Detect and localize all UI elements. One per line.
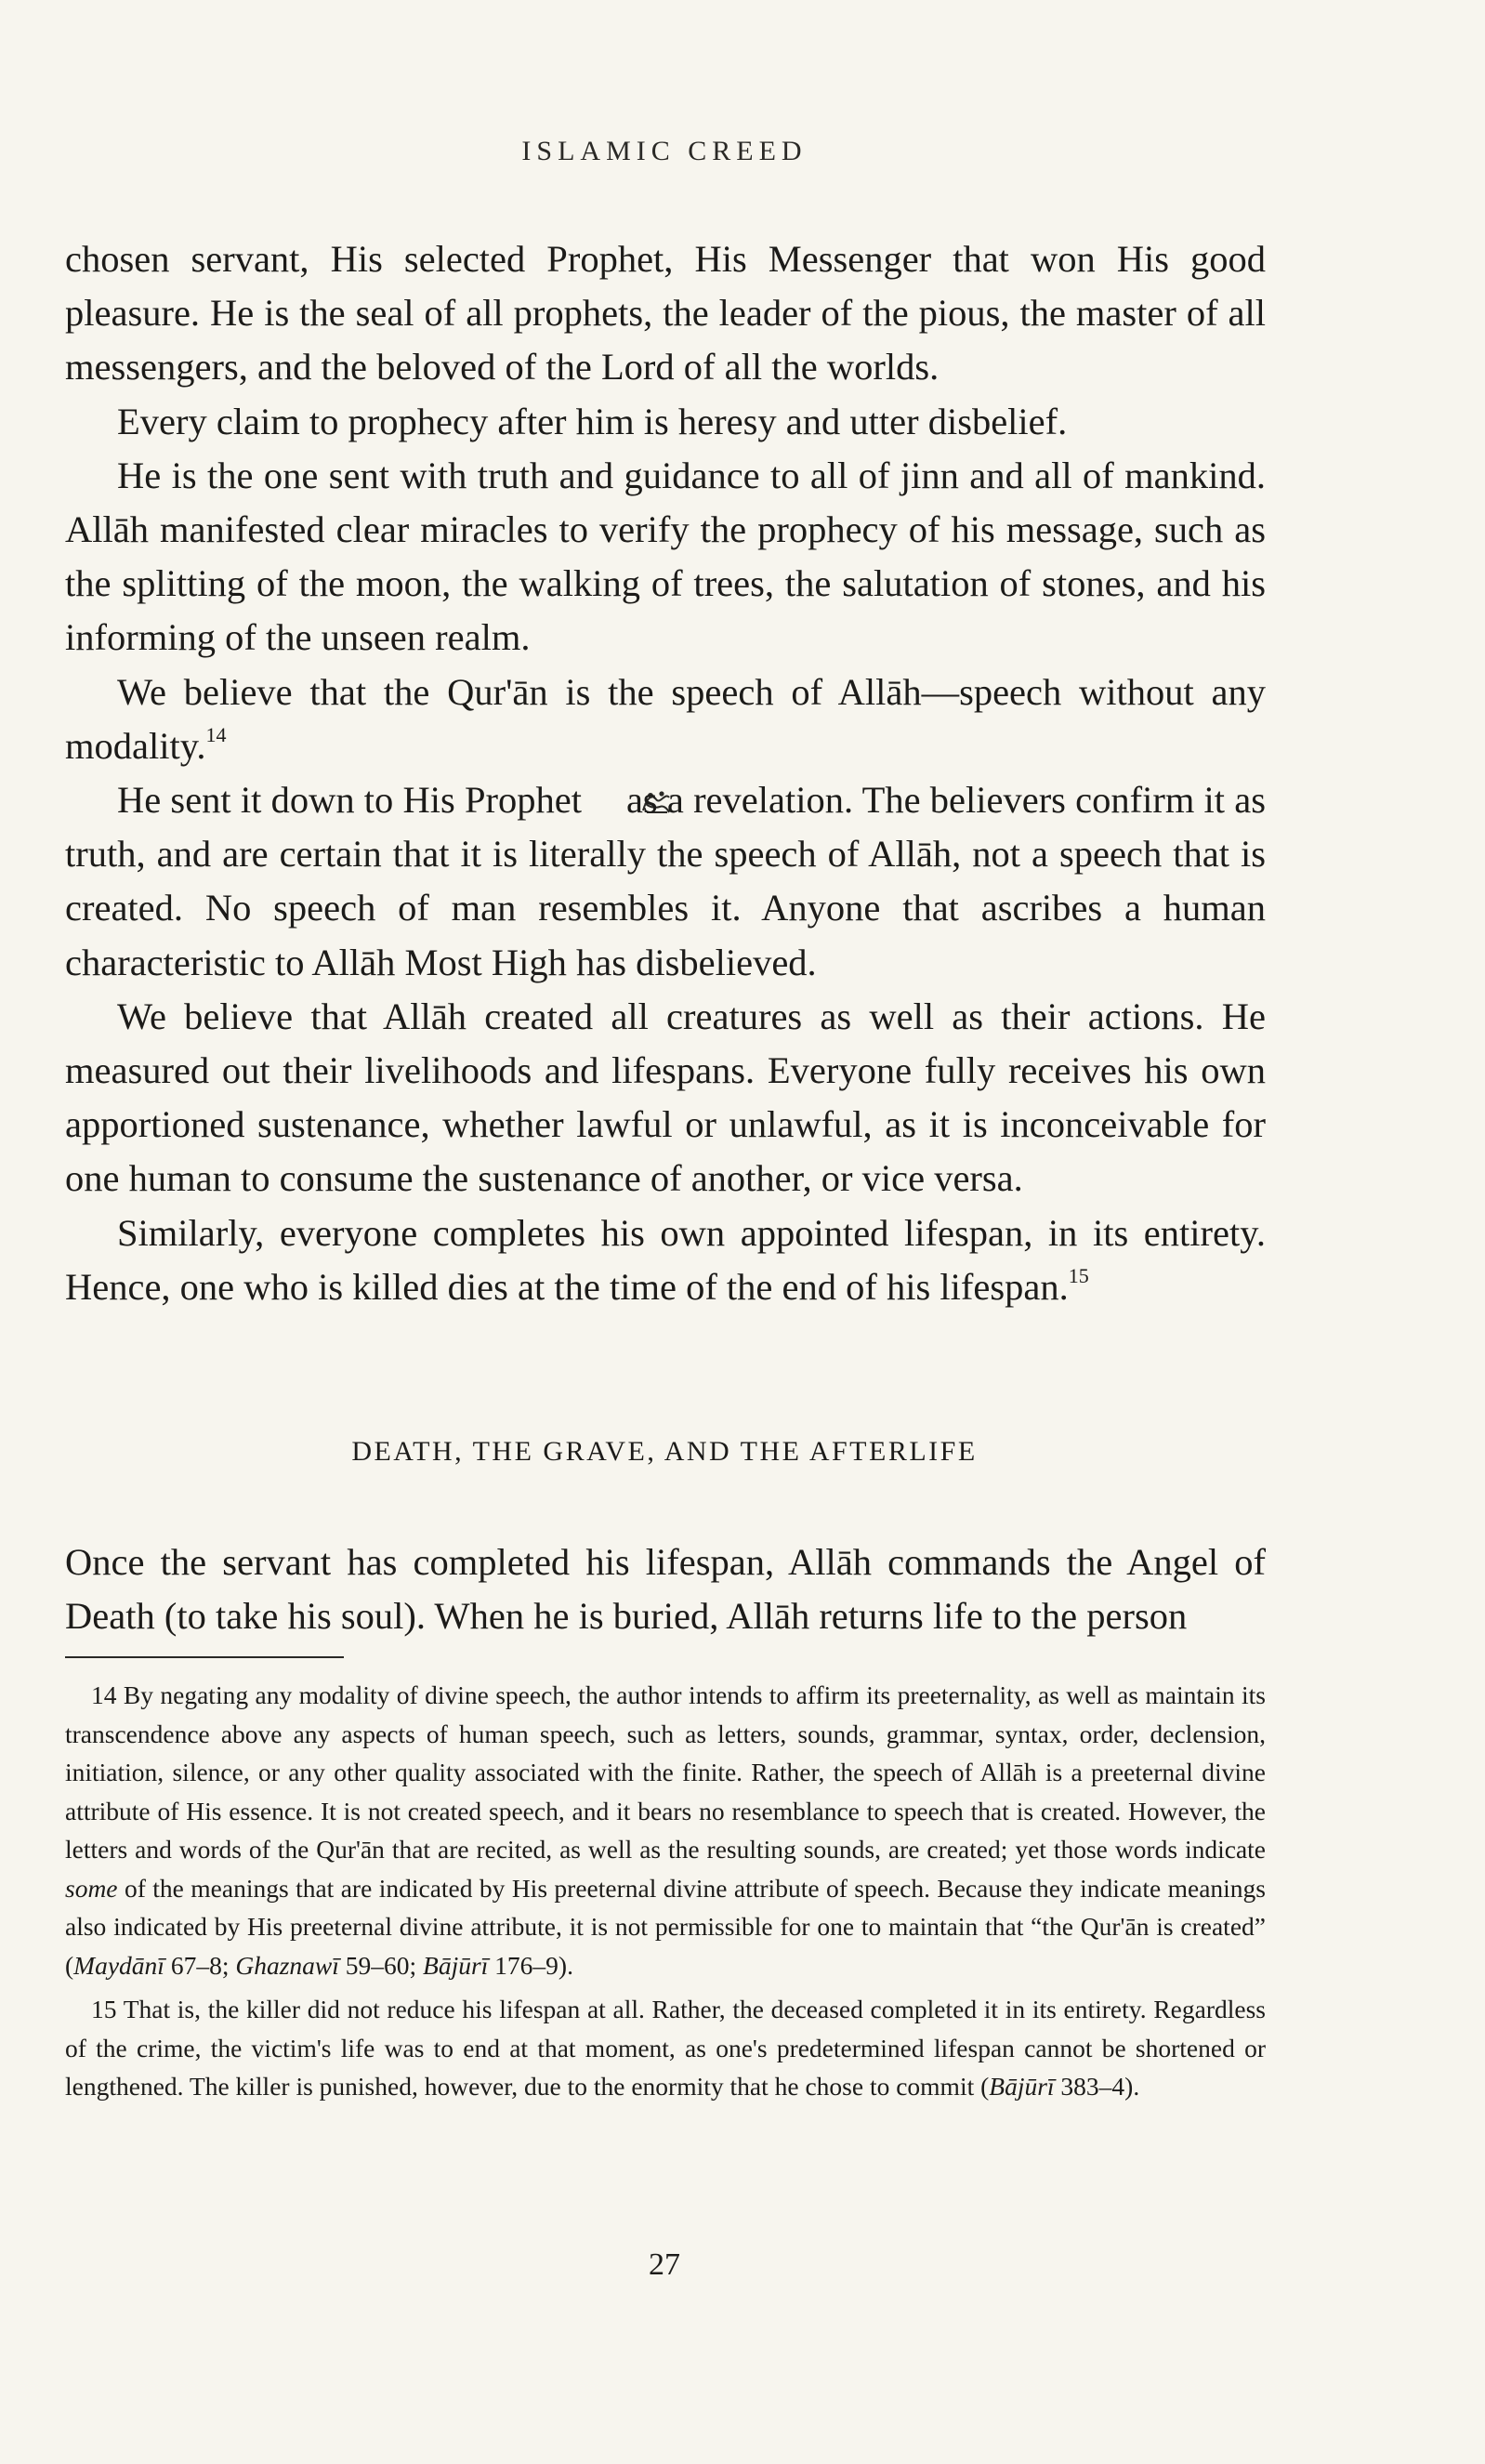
citation-pages: 59–60;: [345, 1950, 417, 1980]
paragraph: [65, 1206, 1266, 1314]
footnote-15: [65, 1990, 1266, 2106]
page-number: 27: [649, 2247, 680, 2282]
paragraph-text: We believe that the Qur'ān is the speech of Allāh—speech without any modality.: [65, 670, 1266, 767]
footnote-number: 14: [91, 1680, 117, 1709]
citation-title: Bājūrī: [423, 1950, 489, 1980]
paragraph-text: He sent it down to His Prophet: [117, 779, 582, 822]
citation-pages: 67–8;: [170, 1950, 230, 1980]
paragraph-text: Similarly, everyone completes his own appointed lifespan, in its entirety. Hence, one who is killed dies at the time of the end of his lifespan.: [65, 1211, 1266, 1308]
paragraph: He is the one sent with truth and guidance to all of jinn and all of mankind. Allāh manifested clear miracles to verify the prophecy of his message, such as the splitting of the moon, the walking of trees, the salutation of stones, and his informing of the unseen realm.: [65, 454, 1266, 659]
citation-pages: 383–4).: [1060, 2072, 1140, 2101]
salawat-calligraphy-icon: [587, 777, 621, 805]
footnote-text: That is, the killer did not reduce his lifespan at all. Rather, the deceased completed it in its entirety. Regardless of the crime, the victim's life was to end at that moment, as one's predetermined lifespan cannot be shortened or lengthened. The killer is punished, however, due to the enormity that he chose to commit (: [65, 1995, 1266, 2101]
paragraph: [65, 665, 1266, 773]
footnote-ref-15[interactable]: 15: [1068, 1263, 1089, 1287]
running-head: ISLAMIC CREED: [521, 136, 808, 166]
footnote-divider: [65, 1656, 344, 1658]
footnote-text: By negating any modality of divine speech, the author intends to affirm its preeternality, as well as maintain its transcendence above any aspects of human speech, such as letters, sounds, grammar, syntax, order, declension, initiation, silence, or any other quality associated with the finite. Rather, the speech of Allāh is a preeternal divine attribute of His essence. It is not created speech, and it bears no resemblance to speech that is created. However, the letters and words of the Qur'ān that are recited, as well as the resulting sounds, are created; yet those words indicate: [65, 1680, 1266, 1864]
paragraph: chosen servant, His selected Prophet, His Messenger that won His good pleasure. He is the seal of all prophets, the leader of the pious, the master of all messengers, and the beloved of the Lord of all the worlds.: [65, 238, 1266, 389]
citation-title: Maydānī: [73, 1950, 164, 1980]
paragraph: Every claim to prophecy after him is heresy and utter disbelief.: [117, 400, 1068, 442]
footnote-14: [65, 1676, 1266, 1984]
paragraph: Once the servant has completed his lifespan, Allāh commands the Angel of Death (to take his soul). When he is buried, Allāh returns life to the person: [65, 1541, 1266, 1638]
paragraph-text: as a revelation. The believers confirm it as truth, and are certain that it is literally the speech of Allāh, not a speech that is created. No speech of man resembles it. Anyone that ascribes a human characteristic to Allāh Most High has disbelieved.: [65, 779, 1266, 983]
footnote-text: of the meanings that are indicated by His preeternal divine attribute of speech. Because they indicate meanings also indicated by His preeternal divine attribute, it is not permissible for one to maintain that “the Qur'ān is created” (: [65, 1873, 1267, 1980]
paragraph: [65, 773, 1266, 990]
paragraph: We believe that Allāh created all creatures as well as their actions. He measured out their livelihoods and lifespans. Everyone fully receives his own apportioned sustenance, whether lawful or unlawful, as it is inconceivable for one human to consume the sustenance of another, or vice versa.: [65, 995, 1266, 1200]
citation-title: Bājūrī: [989, 2072, 1055, 2101]
main-text: [65, 232, 1266, 1314]
citation-pages: 176–9).: [494, 1950, 573, 1980]
footnote-emphasis: some: [65, 1873, 118, 1903]
footnotes: [65, 1676, 1266, 2106]
footnote-ref-14[interactable]: 14: [205, 722, 227, 746]
section-text: [65, 1535, 1266, 1643]
section-heading: DEATH, THE GRAVE, AND THE AFTERLIFE: [351, 1436, 978, 1467]
footnote-number: 15: [91, 1995, 117, 2023]
citation-title: Ghaznawī: [235, 1950, 339, 1980]
